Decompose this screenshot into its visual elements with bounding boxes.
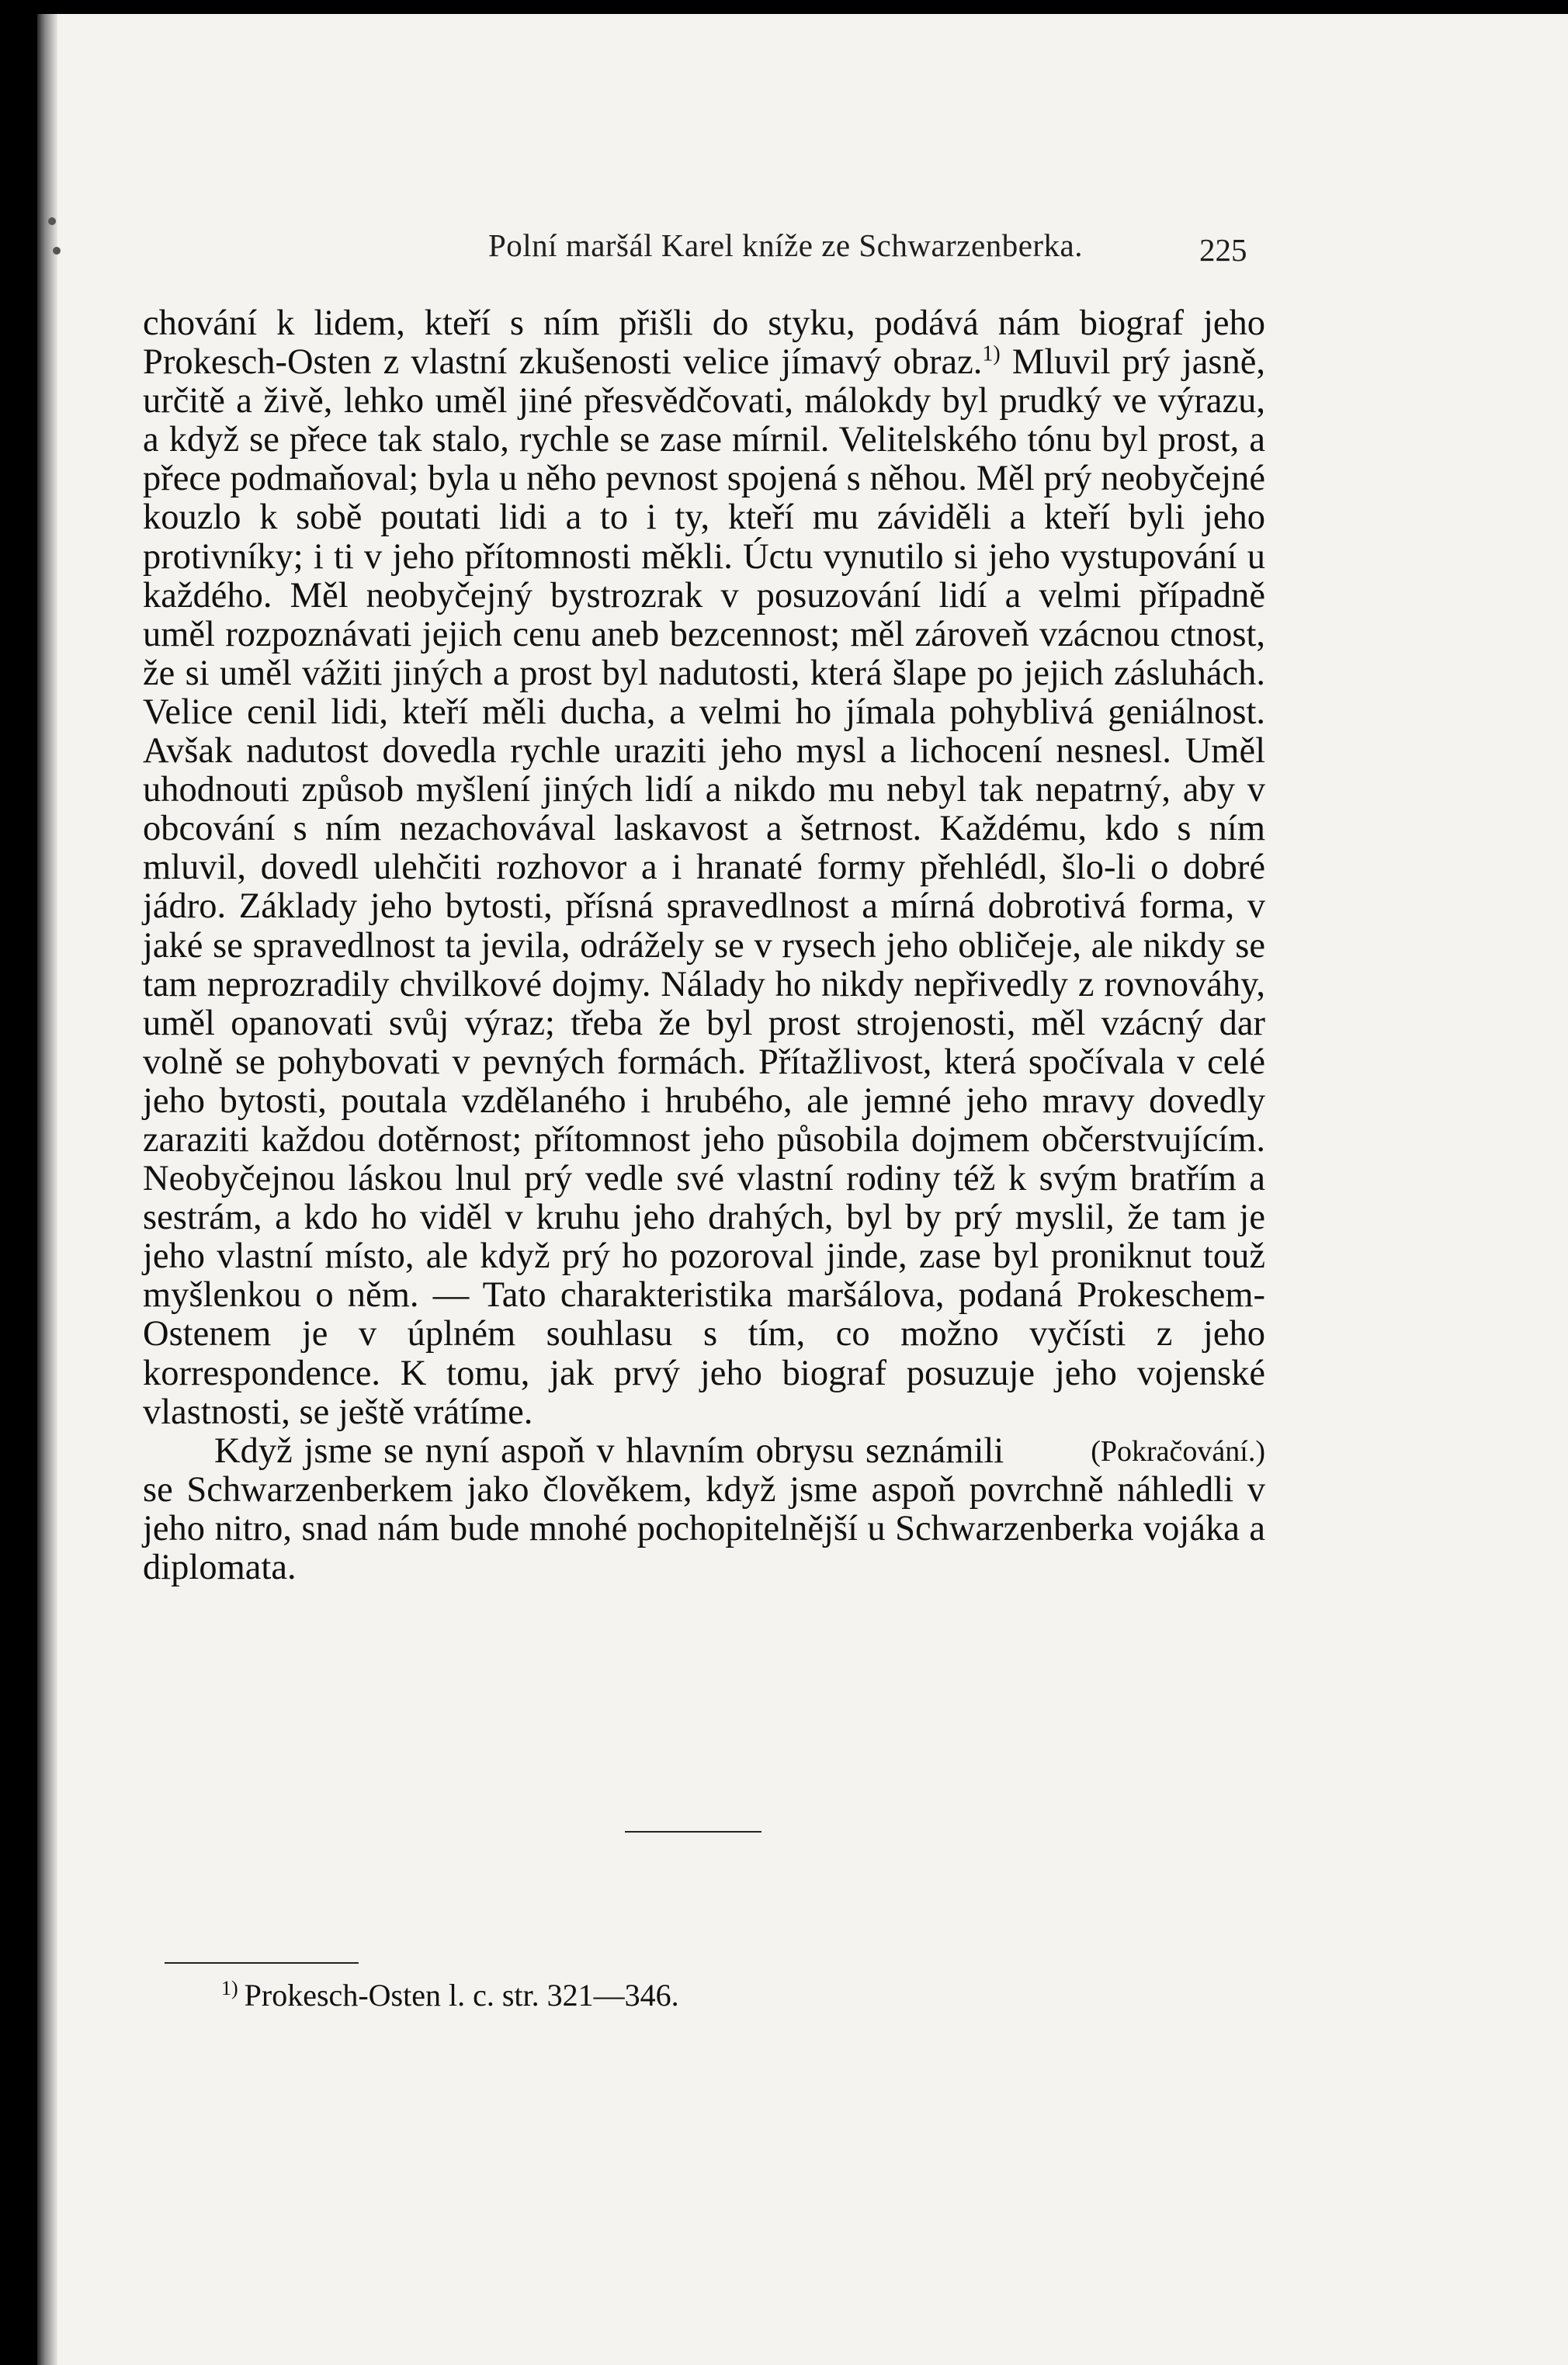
footnote-reference[interactable]: 1) xyxy=(982,342,1001,366)
footnote-mark: 1) xyxy=(221,1976,238,1999)
footnote-text: Prokesch-Osten l. c. str. 321—346. xyxy=(244,1978,679,2013)
paragraph-text: chování k lidem, kteří s ním přišli do styku, podává nám biograf jeho Prokesch-Osten z vlastní zkušenosti velice jímavý obraz. xyxy=(143,303,1265,383)
section-divider xyxy=(625,1831,761,1833)
continued-label: (Pokračování.) xyxy=(1091,1434,1265,1468)
paragraph-text: Mluvil prý jasně, určitě a živě, lehko uměl jiné přesvědčovati, málokdy byl prudký ve výrazu, a když se přece tak stalo, rychle se zase mírnil. Velitelského tónu byl prost, a přece podmaňoval; byla u něho pevnost spojená s něhou. Měl prý neobyčejné kouzlo k sobě poutati lidi a to i ty, kteří mu záviděli a kteří byli jeho protivníky; i ti v jeho přítomnosti měkli. Úctu vynutilo si jeho vystupování u každého. Měl neobyčejný bystrozrak v posuzování lidí a velmi případně uměl rozpoznávati jejich cenu aneb bezcennost; měl zároveň vzácnou ctnost, že si uměl vážiti jiných a prost byl nadutosti, která šlape po jejich zásluhách. Velice cenil lidi, kteří měli ducha, a velmi ho jímala pohyblivá geniálnost. Avšak nadutost dovedla rychle uraziti jeho mysl a lichocení nesnesl. Uměl uhodnouti způsob myšlení jiných lidí a nikdo mu nebyl tak nepatrný, aby v obcování s ním nezachovával laskavost a šetrnost. Každému, kdo s ním mluvil, dovedl ulehčiti rozhovor a i hranaté formy přehlédl, šlo-li o dobré jádro. Základy jeho bytosti, přísná spravedlnost a mírná dobrotivá forma, v jaké se spravedlnost ta jevila, odrážely se v rysech jeho obličeje, ale nikdy se tam neprozradily chvilkové dojmy. Nálady ho nikdy nepřivedly z rovnováhy, uměl opanovati svůj výraz; třeba že byl prost strojenosti, měl vzácný dar volně se pohybovati v pevných formách. Přítažlivost, která spočívala v celé jeho bytosti, poutala vzdělaného i hrubého, ale jemné jeho mravy dovedly zaraziti každou dotěrnost; přítomnost jeho působila dojmem občerstvujícím. Neobyčejnou láskou lnul prý vedle své vlastní rodiny též k svým bratřím a sestrám, a kdo ho viděl v kruhu jeho drahých, byl by prý myslil, že tam je jeho vlastní místo, ale když prý ho pozoroval jinde, zase byl proniknut touž myšlenkou o něm. — Tato charakteristika maršálova, podaná Prokeschem-Ostenem je v úplném souhlasu s tím, co možno vyčísti z jeho korrespondence. K tomu, jak prvý jeho biograf posuzuje jeho vojenské vlastnosti, se ještě vrátíme. xyxy=(143,342,1266,1432)
page-gutter xyxy=(37,14,57,2365)
paragraph xyxy=(143,1432,1265,1587)
binding-mark xyxy=(53,247,61,255)
footnote xyxy=(221,1977,679,2013)
footnote-divider xyxy=(165,1962,359,1964)
page-number: 225 xyxy=(1199,232,1247,268)
running-title: Polní maršál Karel kníže ze Schwarzenberka. xyxy=(487,227,1083,263)
paragraph-text: Když jsme se nyní aspoň v hlavním obrysu seznámili se Schwarzenberkem jako člověkem, když jsme aspoň povrchně náhledli v jeho nitro, snad nám bude mnohé pochopitelnější u Schwarzenberka vojáka a diplomata. xyxy=(143,1430,1265,1587)
body-text xyxy=(143,304,1265,1587)
paragraph xyxy=(143,304,1265,1432)
binding-mark xyxy=(48,217,56,225)
